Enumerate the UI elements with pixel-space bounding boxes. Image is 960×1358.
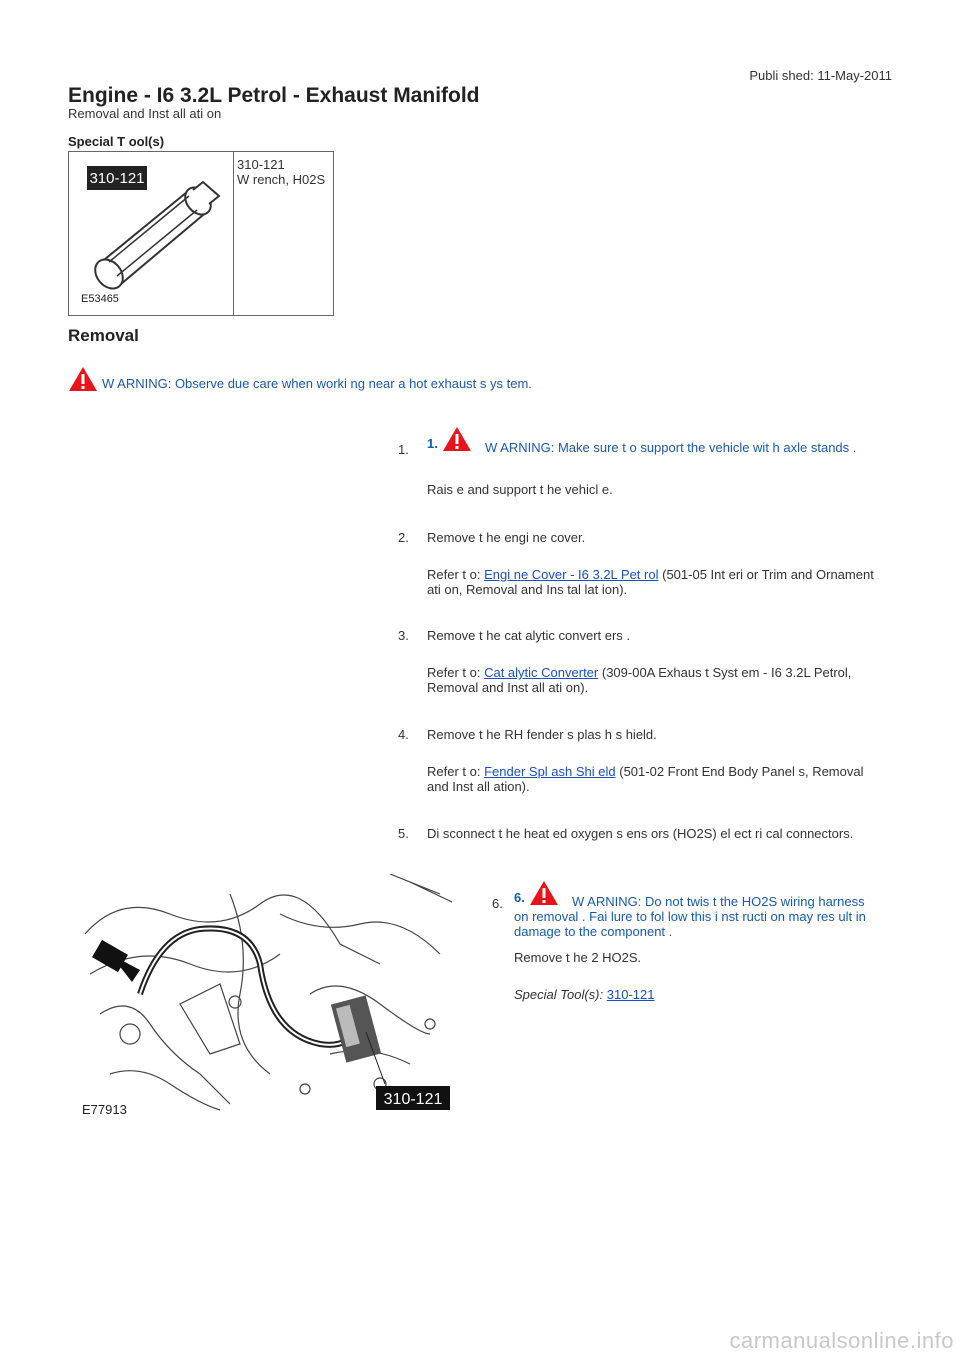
step-3 (427, 628, 887, 695)
refer-suffix: (501-02 Front End Body Panel s, Removal and Inst all ation). (427, 764, 864, 794)
special-tools-table (68, 151, 334, 316)
warning-icon (68, 366, 98, 392)
step-6-bold-num: 6. (514, 890, 525, 905)
step-2 (427, 530, 887, 597)
tool-image-tag: 310-121 (89, 170, 145, 187)
refer-suffix: (309-00A Exhaus t Syst em - I6 3.2L Petrol, Removal and Inst all ati on). (427, 665, 852, 695)
special-tools-inline-label: Special Tool(s): (514, 987, 604, 1002)
step-number: 5. (398, 826, 409, 841)
step-1 (427, 426, 887, 497)
step-6-image-tag: 310-121 (383, 1091, 443, 1108)
tool-name: W rench, H02S (237, 172, 326, 187)
section-removal: Removal (68, 326, 139, 345)
tool-image-ref: E53465 (81, 293, 119, 305)
step-5-text: Di sconnect t he heat ed oxygen s ens ors (HO2S) el ect ri cal connectors. (427, 826, 854, 841)
step-5 (427, 826, 887, 841)
step-number: 6. (492, 896, 503, 911)
link-engine-cover[interactable]: Engi ne Cover - I6 3.2L Pet rol (484, 567, 659, 582)
step-6 (514, 880, 884, 1002)
hos-wrench-illustration (69, 152, 233, 315)
step-3-text: Remove t he cat alytic convert ers . (427, 628, 631, 643)
tool-image-cell (69, 152, 234, 315)
refer-prefix: Refer t o: (427, 665, 481, 680)
step-6-warning: W ARNING: Do not twis t the HO2S wiring harness on removal . Fai lure to fol low this i nst ructi on may res ult in damage to the component . (514, 894, 866, 939)
tool-description (237, 157, 325, 187)
step-number: 1. (398, 442, 409, 457)
published-date: Publi shed: 11-May-2011 (749, 68, 892, 83)
refer-suffix: (501-05 Int eri or Trim and Ornament ati on, Removal and Ins tal lat ion). (427, 567, 874, 597)
step-4 (427, 727, 887, 794)
main-warning-text: W ARNING: Observe due care when worki ng near a hot exhaust s ys tem. (102, 376, 532, 391)
step-6-text: Remove t he 2 HO2S. (514, 950, 642, 965)
step-1-text: Rais e and support t he vehicl e. (427, 482, 613, 497)
step-1-bold-num: 1. (427, 436, 438, 451)
page-title: Engine - I6 3.2L Petrol - Exhaust Manifold (68, 84, 480, 107)
step-6-image-ref: E77913 (82, 1102, 127, 1116)
refer-prefix: Refer t o: (427, 567, 481, 582)
refer-prefix: Refer t o: (427, 764, 481, 779)
link-tool-310-121[interactable]: 310-121 (606, 987, 655, 1002)
step-1-warning: W ARNING: Make sure t o support the vehicle wit h axle stands . (485, 440, 857, 455)
tool-number: 310-121 (237, 157, 285, 172)
step-number: 4. (398, 727, 409, 742)
watermark: carmanualsonline.info (729, 1328, 954, 1353)
step-number: 3. (398, 628, 409, 643)
step-number: 2. (398, 530, 409, 545)
ho2s-removal-illustration (80, 874, 452, 1116)
link-catalytic-converter[interactable]: Cat alytic Converter (484, 665, 599, 680)
step-4-refer (427, 764, 887, 794)
link-fender-splash-shield[interactable]: Fender Spl ash Shi eld (484, 764, 616, 779)
step-6-illustration (80, 874, 452, 1116)
step-6-tools (514, 987, 884, 1002)
step-2-text: Remove t he engi ne cover. (427, 530, 586, 545)
step-3-refer (427, 665, 887, 695)
special-tools-label: Special T ool(s) (68, 134, 165, 149)
step-2-refer (427, 567, 887, 597)
step-4-text: Remove t he RH fender s plas h s hield. (427, 727, 657, 742)
page-subtitle: Removal and Inst all ati on (68, 106, 222, 121)
main-warning (68, 366, 532, 392)
